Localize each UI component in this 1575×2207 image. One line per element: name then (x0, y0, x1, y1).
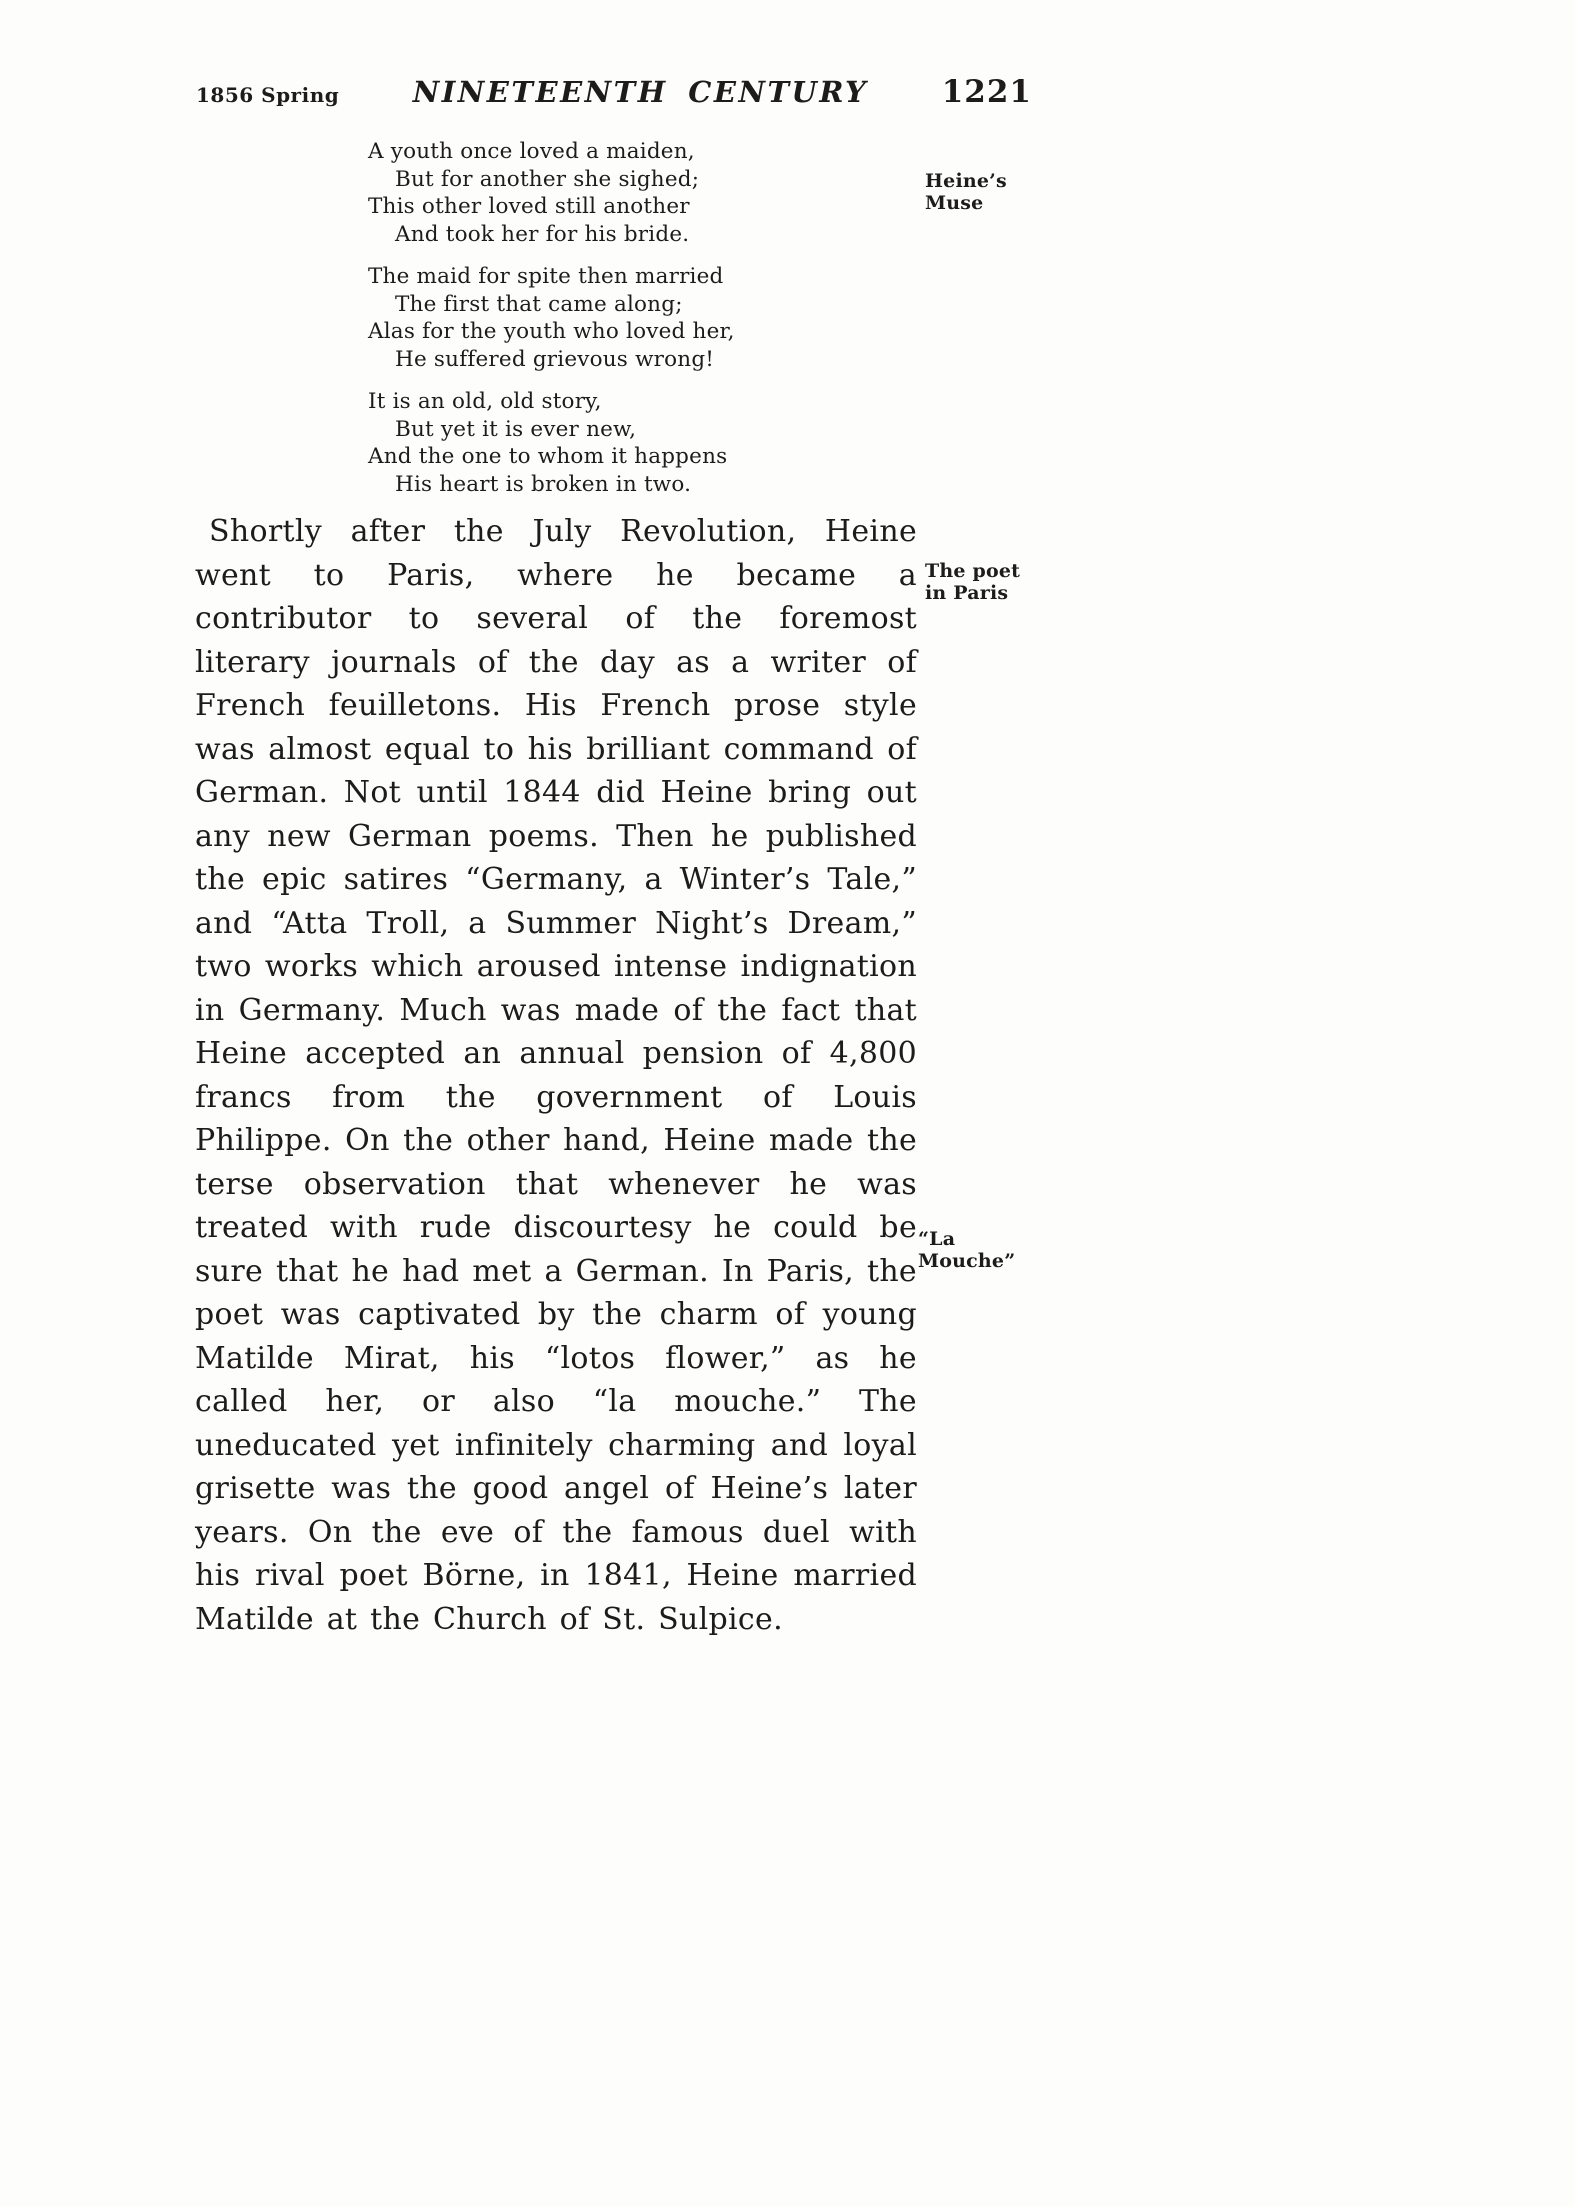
poem-line: The maid for spite then married (368, 264, 724, 289)
margin-note-line: The poet (925, 560, 1021, 582)
body-paragraph: Shortly after the July Revolution, Heine went to Paris, where he became a contributor to several of the foremost literary journals of the day as a writer of French feuilletons. His French prose style was almost equal to his brilliant command of German. Not until 1844 did Heine bring out any new German poems. Then he published the epic satires “Germany, a Winter’s Tale,” and “Atta Troll, a Summer Night’s Dream,” two works which aroused intense indignation in Germany. Much was made of the fact that Heine accepted an annual pension of 4,800 francs from the government of Louis Philippe. On the other hand, Heine made the terse observation that whenever he was treated with rude discourtesy he could be sure that he had met a German. In Paris, the poet was captivated by the charm of young Matilde Mirat, his “lotos flower,” as he called her, or also “la mouche.” The uneducated yet infinitely charming and loyal grisette was the good angel of Heine’s later years. On the eve of the famous duel with his rival poet Börne, in 1841, Heine married Matilde at the Church of St. Sulpice. (195, 514, 917, 1637)
poem-line: A youth once loved a maiden, (368, 139, 695, 164)
poem-line: This other loved still another (368, 194, 690, 219)
poem-stanza-3 (368, 388, 735, 498)
poem-line: He suffered grievous wrong! (395, 346, 715, 372)
edition-label: 1856 Spring (196, 83, 340, 107)
margin-note-line: Mouche” (918, 1250, 1016, 1272)
page-header (196, 74, 1032, 110)
poem-line: It is an old, old story, (368, 389, 602, 414)
page-number: 1221 (941, 74, 1032, 110)
poem-line: And took her for his bride. (395, 221, 690, 247)
margin-note-line: “La (918, 1228, 956, 1250)
poem-block (368, 138, 735, 513)
poem-line: The first that came along; (395, 291, 683, 317)
poem-line: But for another she sighed; (395, 166, 700, 192)
margin-note-line: in Paris (925, 582, 1009, 604)
poem-line: Alas for the youth who loved her, (368, 319, 735, 344)
margin-note-line: Muse (925, 192, 984, 214)
poem-stanza-2 (368, 263, 735, 373)
margin-note-poet-in-paris (925, 560, 1020, 604)
margin-note-heines-muse (925, 170, 1007, 214)
journal-title: NINETEENTH CENTURY (412, 75, 869, 109)
poem-line: His heart is broken in two. (395, 471, 692, 497)
poem-line: But yet it is ever new, (395, 416, 637, 442)
poem-line: And the one to whom it happens (368, 444, 728, 469)
margin-note-la-mouche (918, 1228, 1015, 1272)
poem-stanza-1 (368, 138, 735, 248)
margin-note-line: Heine’s (925, 170, 1007, 192)
